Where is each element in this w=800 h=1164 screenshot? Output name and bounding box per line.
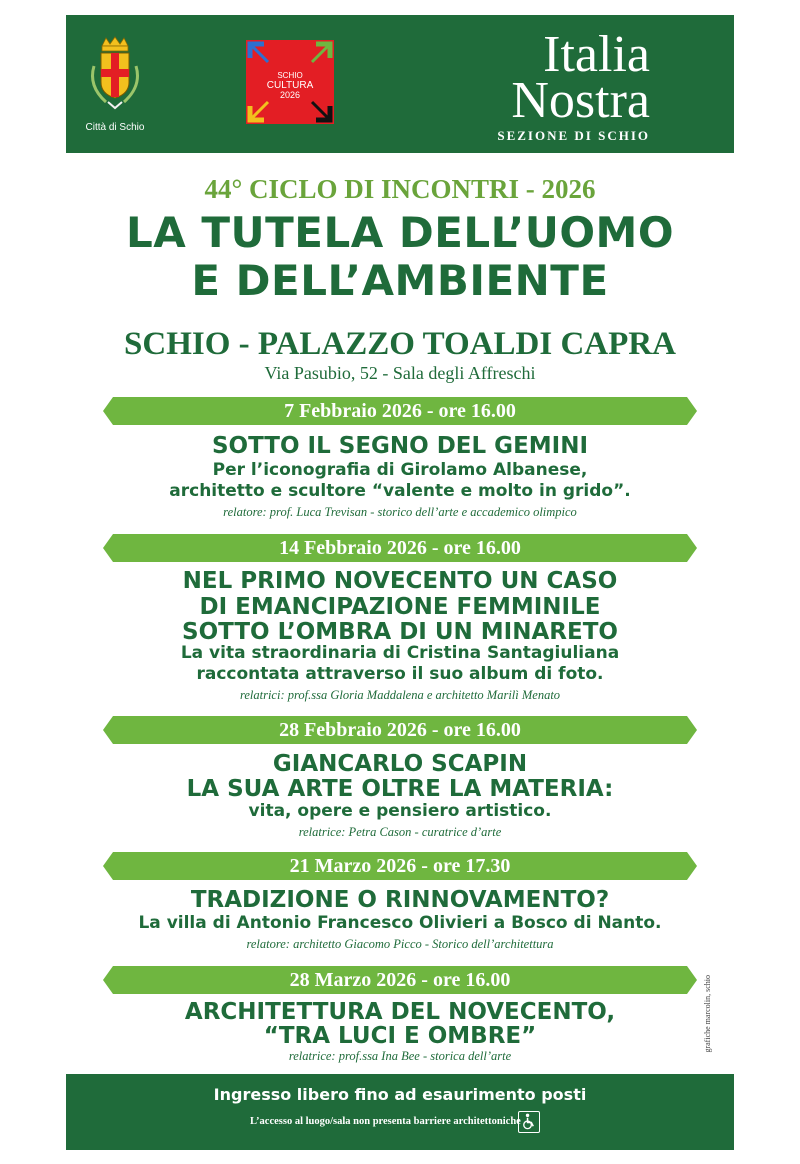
- event-5-title-2: “TRA LUCI E OMBRE”: [263, 1023, 537, 1049]
- event-5-title-1: ARCHITETTURA DEL NOVECENTO,: [184, 999, 616, 1025]
- event-2-subtitle-1: La vita straordinaria di Cristina Santagiuliana: [180, 643, 620, 663]
- printer-credit: grafiche marcolin, schio: [703, 975, 712, 1053]
- coat-of-arms-icon: [80, 36, 150, 116]
- italia-nostra-line2: Nostra: [511, 72, 650, 129]
- event-4-subtitle: La villa di Antonio Francesco Olivieri a Bosco di Nanto.: [138, 913, 662, 933]
- italia-nostra-line1: Italia: [543, 26, 650, 83]
- wheelchair-icon: [518, 1111, 540, 1133]
- italia-nostra-logo: [400, 26, 650, 144]
- event-1-subtitle-2: architetto e scultore “valente e molto in grido”.: [169, 481, 631, 501]
- event-3-date: 28 Febbraio 2026 - ore 16.00: [113, 716, 687, 744]
- event-1-date: 7 Febbraio 2026 - ore 16.00: [113, 397, 687, 425]
- event-3-subtitle-1: vita, opere e pensiero artistico.: [248, 801, 552, 821]
- event-5-speaker: relatrice: prof.ssa Ina Bee - storica dell’arte: [288, 1049, 512, 1063]
- cultura-line-2: CULTURA: [266, 80, 314, 91]
- event-3-title-2: LA SUA ARTE OLTRE LA MATERIA:: [186, 776, 614, 802]
- accessibility-row: [250, 1112, 540, 1134]
- event-2-date: 14 Febbraio 2026 - ore 16.00: [113, 534, 687, 562]
- event-3-speaker: relatrice: Petra Cason - curatrice d’arte: [298, 825, 502, 839]
- event-2-subtitle-2: raccontata attraverso il suo album di foto.: [196, 664, 604, 684]
- event-1-title: SOTTO IL SEGNO DEL GEMINI: [211, 433, 589, 459]
- event-4-speaker: relatore: architetto Giacomo Picco - Storico dell’architettura: [246, 937, 554, 951]
- event-5-date: 28 Marzo 2026 - ore 16.00: [113, 966, 687, 994]
- event-4-date: 21 Marzo 2026 - ore 17.30: [113, 852, 687, 880]
- free-entry-note: Ingresso libero fino ad esaurimento posti: [213, 1085, 587, 1104]
- accessibility-note: L’accesso al luogo/sala non presenta barriere architettoniche: [250, 1116, 521, 1127]
- main-title-line2: E DELL’AMBIENTE: [191, 256, 609, 305]
- event-1-speaker: relatore: prof. Luca Trevisan - storico dell’arte e accademico olimpico: [223, 505, 577, 519]
- event-2-title-3: SOTTO L’OMBRA DI UN MINARETO: [182, 619, 618, 645]
- event-3-title-1: GIANCARLO SCAPIN: [272, 751, 528, 777]
- event-2-title-1: NEL PRIMO NOVECENTO UN CASO: [182, 568, 618, 594]
- event-4-title: TRADIZIONE O RINNOVAMENTO?: [190, 887, 610, 913]
- venue-heading: SCHIO - PALAZZO TOALDI CAPRA: [124, 326, 676, 362]
- venue-address: Via Pasubio, 52 - Sala degli Affreschi: [264, 363, 536, 383]
- main-title-line1: LA TUTELA DELL’UOMO: [125, 208, 675, 257]
- event-1-subtitle-1: Per l’iconografia di Girolamo Albanese,: [212, 460, 588, 480]
- cycle-heading: 44° CICLO DI INCONTRI - 2026: [204, 174, 596, 204]
- italia-nostra-section: SEZIONE DI SCHIO: [497, 128, 650, 143]
- event-2-speaker: relatrici: prof.ssa Gloria Maddalena e architetto Marilì Menato: [239, 688, 561, 702]
- cultura-logo-mark: [246, 40, 334, 124]
- cultura-line-3: 2026: [279, 90, 301, 100]
- schio-cultura-logo: [246, 40, 334, 124]
- schio-logo-caption: Città di Schio: [85, 122, 145, 133]
- event-2-title-2: DI EMANCIPAZIONE FEMMINILE: [199, 594, 601, 620]
- cultura-line-1: SCHIO: [277, 71, 303, 80]
- schio-logo: [80, 36, 150, 133]
